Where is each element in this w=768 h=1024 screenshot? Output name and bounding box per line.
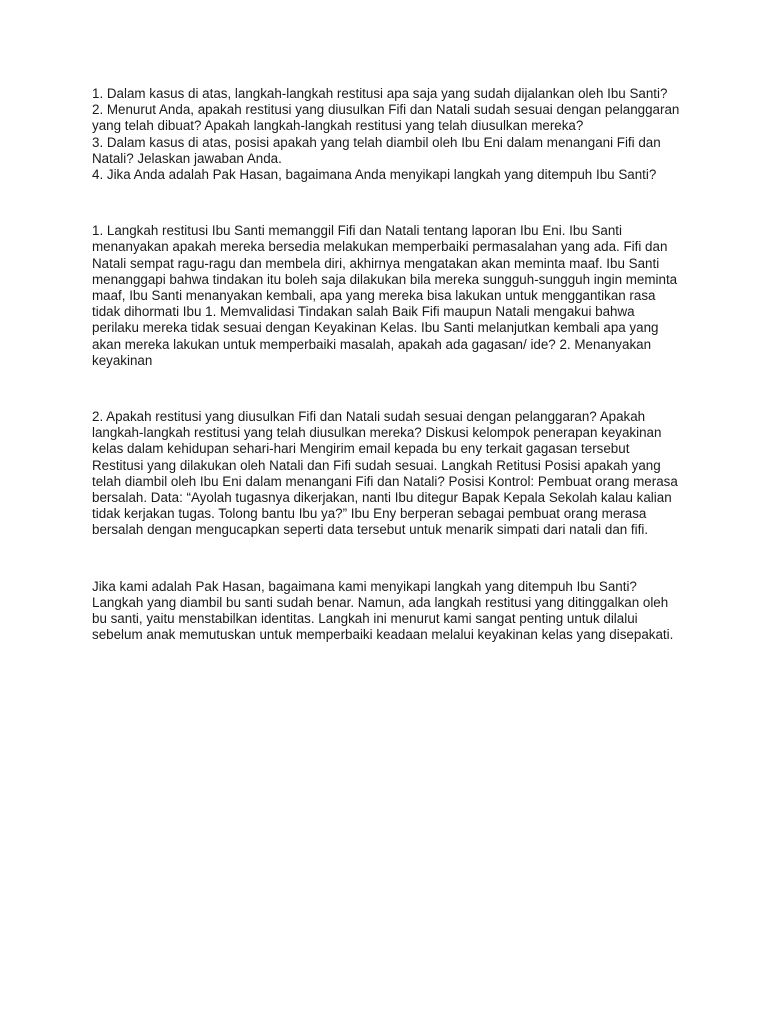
question-4: 4. Jika Anda adalah Pak Hasan, bagaimana Anda menyikapi langkah yang ditempuh Ibu Santi?	[92, 167, 657, 183]
answer-2-paragraph: 2. Apakah restitusi yang diusulkan Fifi dan Natali sudah sesuai dengan pelanggaran? Apakah langkah-langkah restitusi yang telah diusulkan mereka? Diskusi kelompok penerapan keyakinan kelas dalam kehidupan sehari-hari Mengirim email kepada bu eny terkait gagasan tersebut Restitusi yang dilakukan oleh Natali dan Fifi sudah sesuai. Langkah Retitusi Posisi apakah yang telah diambil oleh Ibu Eni dalam menangani Fifi dan Natali? Posisi Kontrol: Pembuat orang merasa bersalah. Data: “Ayolah tugasnya dikerjakan, nanti Ibu ditegur Bapak Kepala Sekolah kalau kalian tidak kerjakan tugas. Tolong bantu Ibu ya?” Ibu Eny berperan sebagai pembuat orang merasa bersalah dengan mengucapkan seperti data tersebut untuk menarik simpati dari natali dan fifi.	[92, 409, 678, 538]
question-2: 2. Menurut Anda, apakah restitusi yang diusulkan Fifi dan Natali sudah sesuai dengan pelanggaran yang telah dibuat? Apakah langkah-langkah restitusi yang telah diusulkan mereka?	[92, 102, 680, 134]
question-1: 1. Dalam kasus di atas, langkah-langkah restitusi apa saja yang sudah dijalankan oleh Ibu Santi?	[92, 86, 668, 101]
answer-4-block	[92, 579, 682, 644]
answer-2-block	[92, 409, 682, 539]
question-3: 3. Dalam kasus di atas, posisi apakah yang telah diambil oleh Ibu Eni dalam menangani Fifi dan Natali? Jelaskan jawaban Anda.	[92, 134, 661, 166]
answer-4-paragraph: Jika kami adalah Pak Hasan, bagaimana kami menyikapi langkah yang ditempuh Ibu Santi? Langkah yang diambil bu santi sudah benar. Namun, ada langkah restitusi yang ditinggalkan oleh bu santi, yaitu menstabilkan identitas. Langkah ini menurut kami sangat penting untuk dilalui sebelum anak memutuskan untuk memperbaiki keadaan melalui keyakinan kelas yang disepakati.	[92, 578, 674, 643]
answer-1-block	[92, 223, 682, 369]
document-content	[92, 86, 682, 643]
question-list	[92, 86, 682, 183]
answer-1-paragraph: 1. Langkah restitusi Ibu Santi memanggil Fifi dan Natali tentang laporan Ibu Eni. Ibu Santi menanyakan apakah mereka bersedia melakukan memperbaiki permasalahan yang ada. Fifi dan Natali sempat ragu-ragu dan membela diri, akhirnya mengatakan akan meminta maaf. Ibu Santi menanggapi bahwa tindakan itu boleh saja dilakukan bila mereka sungguh-sungguh ingin meminta maaf, Ibu Santi menanyakan kembali, apa yang mereka bisa lakukan untuk menggantikan rasa tidak dihormati Ibu 1. Memvalidasi Tindakan salah Baik Fifi maupun Natali mengakui bahwa perilaku mereka tidak sesuai dengan Keyakinan Kelas. Ibu Santi melanjutkan kembali apa yang akan mereka lakukan untuk memperbaiki masalah, apakah ada gagasan/ ide? 2. Menanyakan keyakinan	[92, 223, 678, 368]
